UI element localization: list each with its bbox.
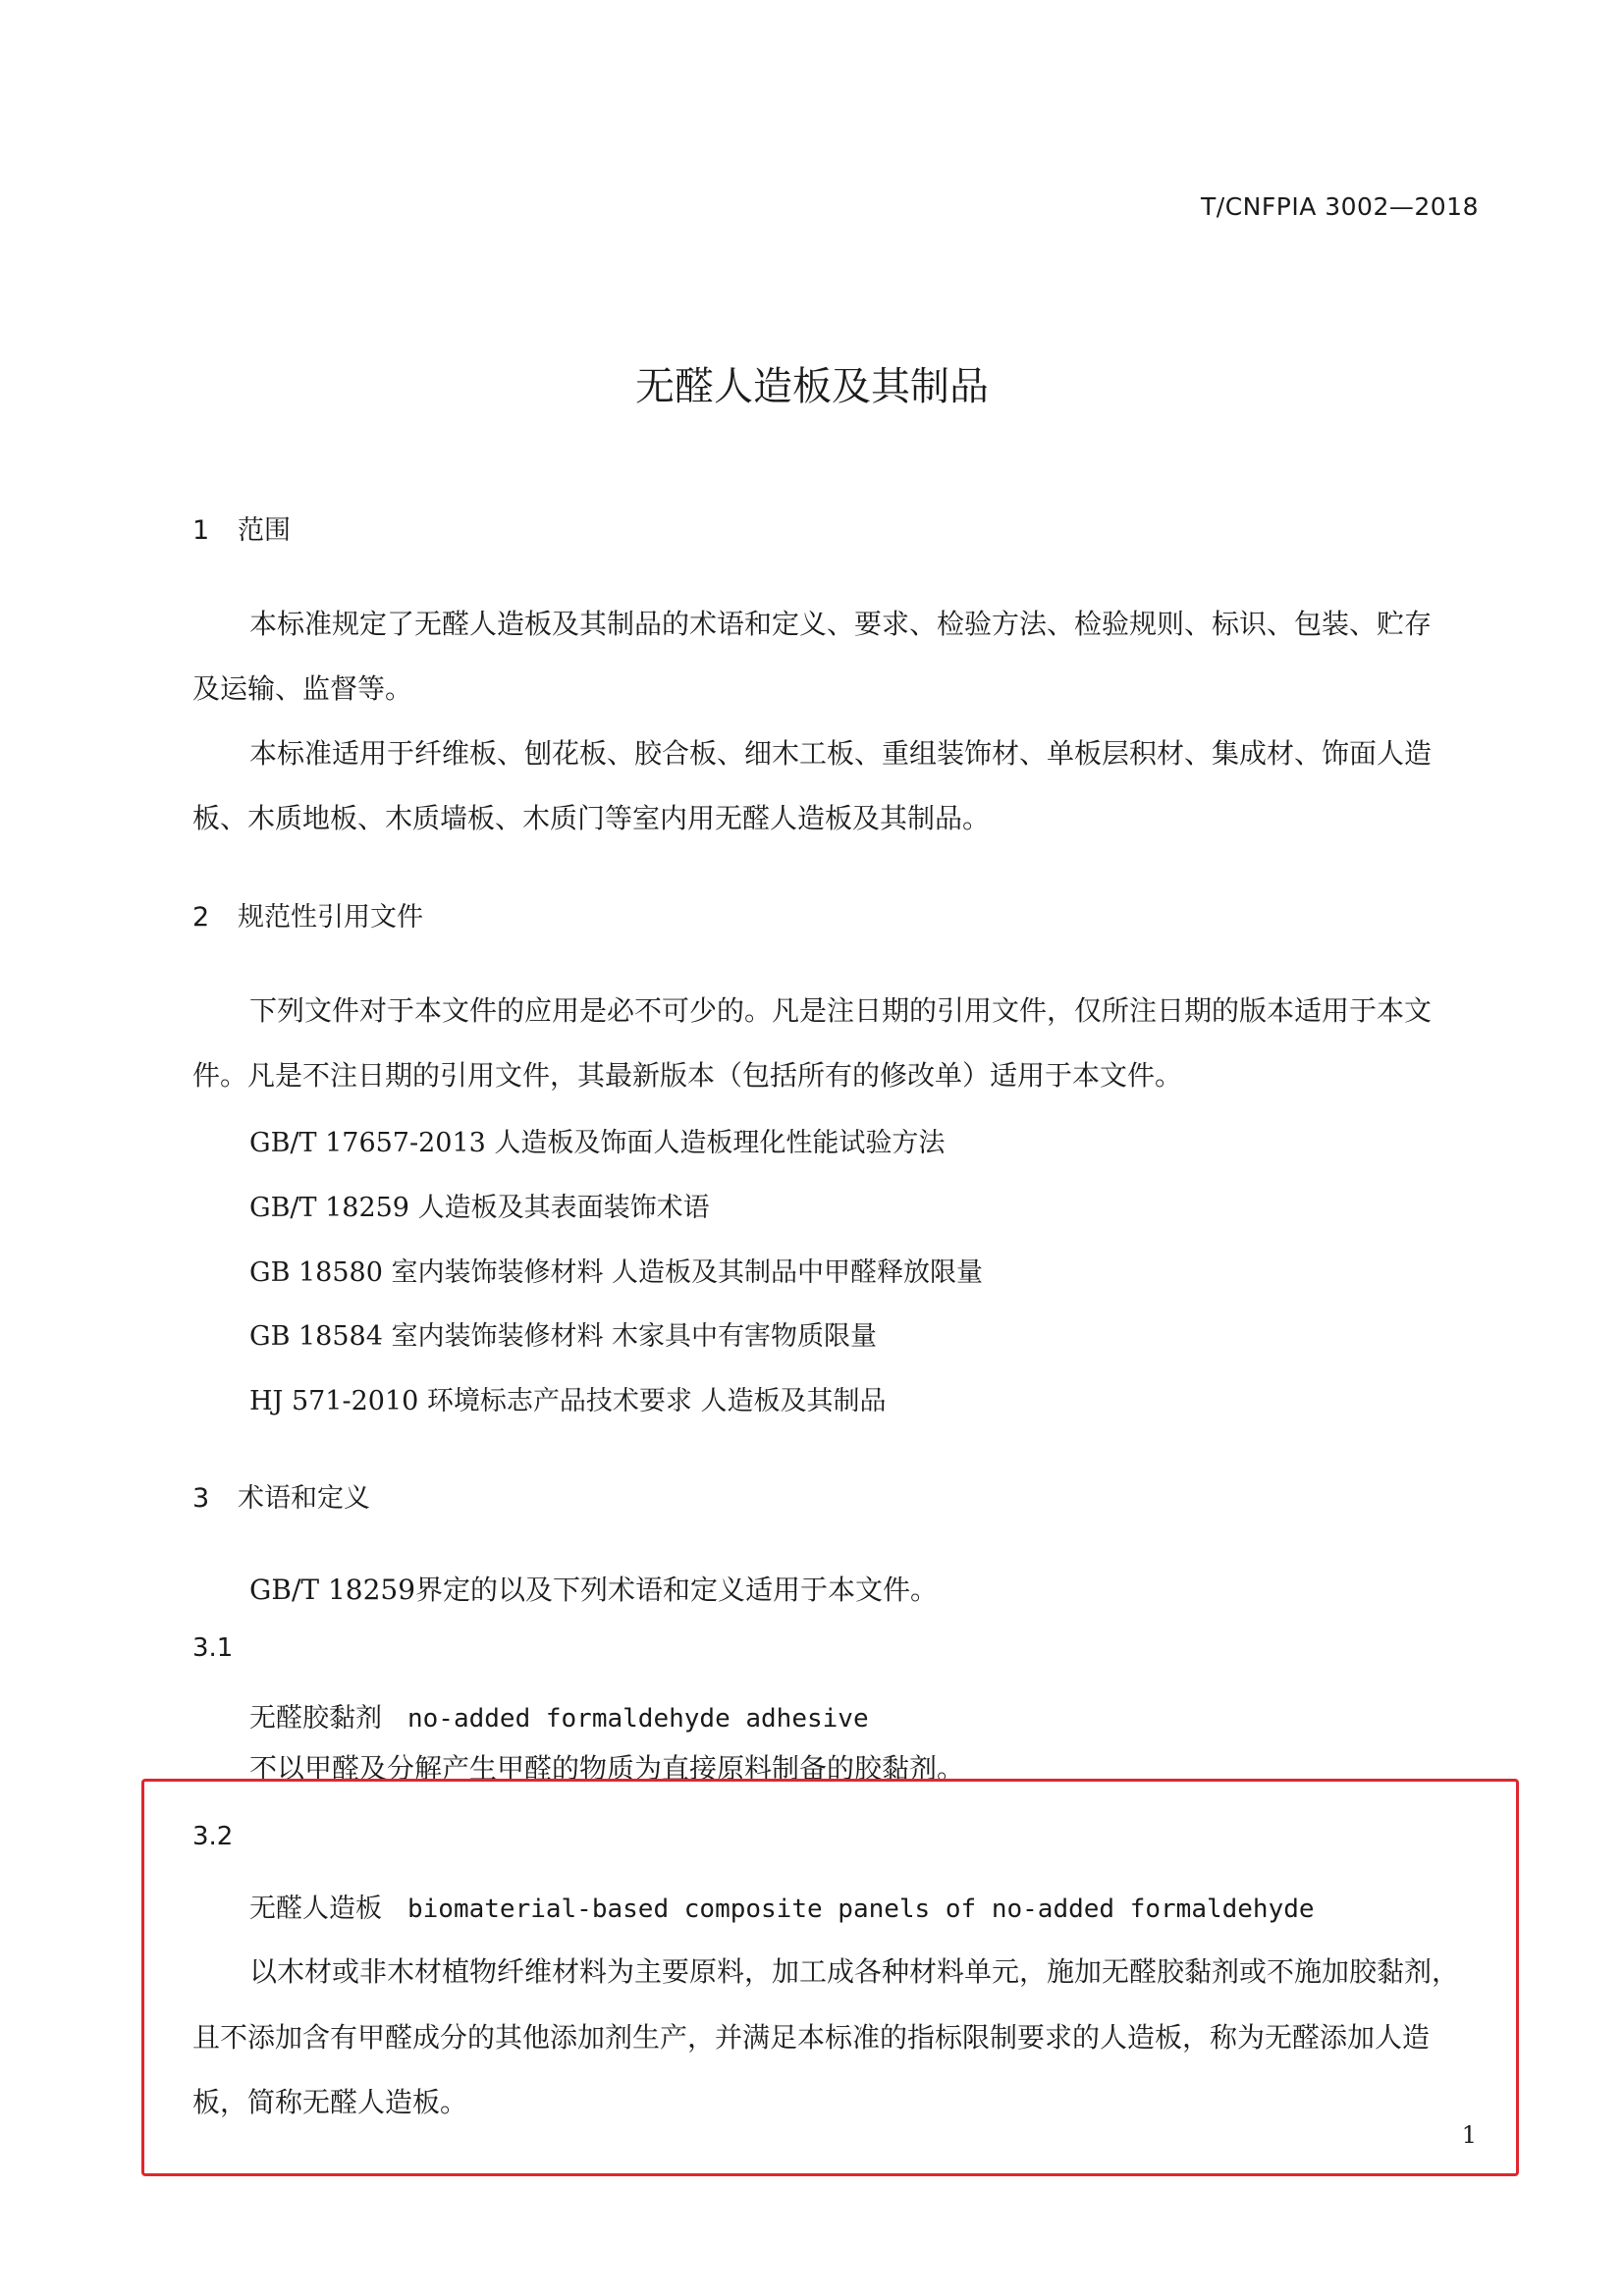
term-entry xyxy=(249,1696,869,1735)
section-1-heading xyxy=(192,508,291,547)
section-number: 3 xyxy=(192,1483,210,1514)
term-definition: 不以甲醛及分解产生甲醛的物质为直接原料制备的胶黏剂。 xyxy=(249,1752,965,1785)
section-2-heading xyxy=(192,895,423,934)
paragraph-line: 及运输、监督等。 xyxy=(192,672,413,705)
clause-number: 3.1 xyxy=(192,1633,234,1663)
section-title: 范围 xyxy=(238,515,291,546)
section-intro: GB/T 18259界定的以及下列术语和定义适用于本文件。 xyxy=(249,1574,939,1606)
term-chinese: 无醛人造板 xyxy=(249,1894,382,1924)
reference-item: GB/T 17657-2013 人造板及饰面人造板理化性能试验方法 xyxy=(249,1128,946,1158)
clause-number: 3.2 xyxy=(192,1822,234,1851)
paragraph-line: 板、木质地板、木质墙板、木质门等室内用无醛人造板及其制品。 xyxy=(192,802,991,834)
term-definition-line: 且不添加含有甲醛成分的其他添加剂生产，并满足本标准的指标限制要求的人造板，称为无醛添加人造 xyxy=(192,2021,1431,2054)
term-english: biomaterial-based composite panels of no-added formaldehyde xyxy=(407,1895,1315,1924)
term-english: no-added formaldehyde adhesive xyxy=(407,1704,869,1734)
section-number: 2 xyxy=(192,902,210,933)
paragraph-line: 本标准规定了无醛人造板及其制品的术语和定义、要求、检验方法、检验规则、标识、包装、贮存 xyxy=(249,608,1433,640)
reference-item: GB 18580 室内装饰装修材料 人造板及其制品中甲醛释放限量 xyxy=(249,1257,984,1288)
section-title: 规范性引用文件 xyxy=(238,902,423,933)
paragraph-line: 件。凡是不注日期的引用文件，其最新版本（包括所有的修改单）适用于本文件。 xyxy=(192,1059,1183,1092)
term-entry xyxy=(249,1887,1315,1925)
term-definition-line: 板，简称无醛人造板。 xyxy=(192,2086,468,2118)
paragraph-line: 本标准适用于纤维板、刨花板、胶合板、细木工板、重组装饰材、单板层积材、集成材、饰面人造 xyxy=(249,737,1433,770)
term-chinese: 无醛胶黏剂 xyxy=(249,1703,382,1734)
section-number: 1 xyxy=(192,515,210,546)
reference-item: GB/T 18259 人造板及其表面装饰术语 xyxy=(249,1193,710,1223)
paragraph-line: 下列文件对于本文件的应用是必不可少的。凡是注日期的引用文件，仅所注日期的版本适用于本文 xyxy=(249,994,1433,1027)
reference-item: HJ 571-2010 环境标志产品技术要求 人造板及其制品 xyxy=(249,1386,887,1416)
standard-code: T/CNFPIA 3002—2018 xyxy=(1201,192,1479,221)
page-number: 1 xyxy=(1461,2121,1477,2149)
term-definition-line: 以木材或非木材植物纤维材料为主要原料，加工成各种材料单元，施加无醛胶黏剂或不施加胶黏剂， xyxy=(249,1955,1460,1988)
section-title: 术语和定义 xyxy=(238,1483,370,1514)
document-title: 无醛人造板及其制品 xyxy=(635,364,989,409)
section-3-heading xyxy=(192,1476,370,1515)
reference-item: GB 18584 室内装饰装修材料 木家具中有害物质限量 xyxy=(249,1321,878,1352)
